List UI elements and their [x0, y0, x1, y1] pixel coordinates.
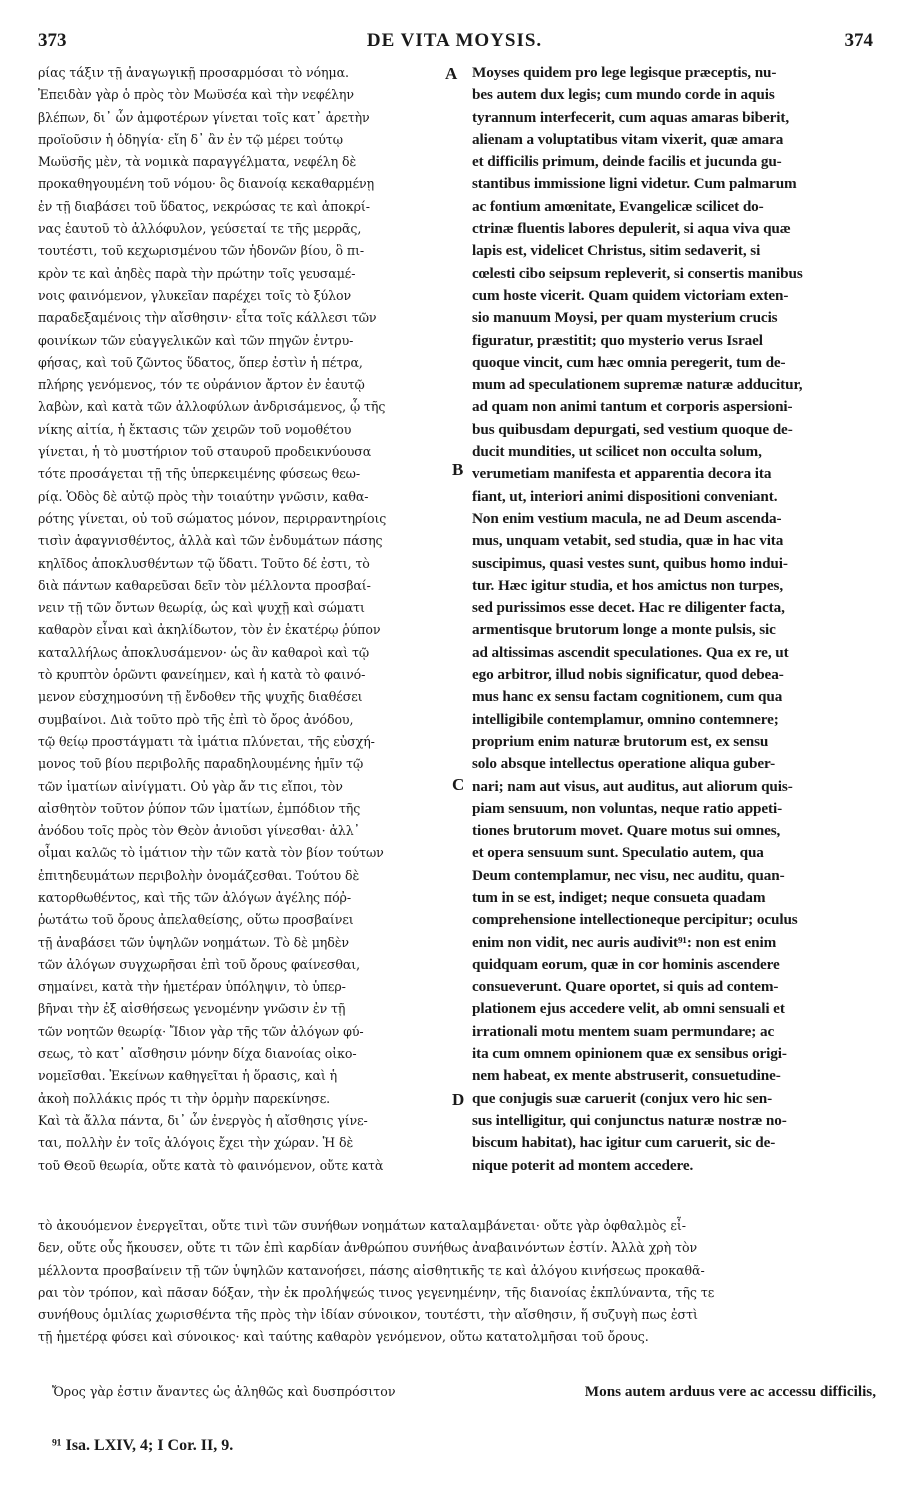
text-line: καταλλήλως ἀποκλυσάμενον· ὡς ἂν καθαροὶ καὶ τῷ: [38, 644, 370, 660]
text-line: sed purissimos esse decet. Hac re diligenter facta,: [472, 599, 785, 617]
text-line: πλήρης γενόμενος, τόν τε οὐράνιον ἄρτον ἐν ἑαυτῷ: [38, 377, 365, 393]
text-line: νίκης αἰτία, ἡ ἔκτασις τῶν χειρῶν τοῦ νομοθέτου: [38, 421, 352, 437]
text-line: ego arbitror, illud nobis significatur, quod debea-: [472, 666, 784, 684]
text-line: προϊοῦσιν ἡ ὁδηγία· εἴη δ᾽ ἂν ἐν τῷ μέρει τούτῳ: [38, 131, 343, 147]
text-line: ἐν τῇ διαβάσει τοῦ ὕδατος, νεκρώσας τε καὶ ἀποκρί-: [38, 198, 370, 214]
text-line: cum hoste vicerit. Quam quidem victoriam exten-: [472, 286, 789, 304]
text-line: irrationali motu mentem suam permundare; ac: [472, 1022, 775, 1040]
margin-marker-d: D: [452, 1090, 465, 1109]
bottom-greek-line: [52, 1381, 472, 1403]
text-line: enim non vidit, nec auris audivit⁹¹: non est enim: [472, 933, 777, 951]
text-line: συμβαίνοι. Διὰ τοῦτο πρὸ τῆς ἐπὶ τὸ ὄρος ἀνόδου,: [38, 711, 354, 727]
text-line: λαβὼν, καὶ κατὰ τῶν ἀλλοφύλων ἀνδρισάμενος, ᾧ τῆς: [38, 399, 386, 415]
text-line: καθαρὸν εἶναι καὶ ἀκηλίδωτον, τὸν ἐν ἑκατέρῳ ῥύπον: [38, 622, 381, 638]
full-width-greek-block: [38, 1215, 876, 1349]
text-line: biscum habitat), hac igitur cum caruerit, sic de-: [472, 1134, 776, 1152]
text-line: παραδεξαμένοις τὴν αἴσθησιν· εἶτα τοῖς κάλλεσι τῶν: [38, 310, 377, 326]
footnote: ⁹¹ Isa. LXIV, 4; I Cor. II, 9.: [52, 1437, 234, 1454]
text-line: σεως, τὸ κατ᾽ αἴσθησιν μόνην δίχα διανοίας οἰκο-: [38, 1046, 357, 1062]
text-line: ται, πολλὴν ἐν τοῖς ἀλόγοις ἔχει τὴν χώραν. Ἡ δὲ: [38, 1135, 354, 1151]
page-number-left: 373: [38, 30, 67, 51]
greek-column: [38, 62, 450, 1177]
text-line: bus quibusdam depurgati, sed vestium quoque de-: [472, 420, 793, 438]
text-line: ac fontium amœnitate, Evangelicæ scilicet do-: [472, 197, 764, 215]
footnote-separator: [52, 1420, 56, 1424]
text-line: τοῦ Θεοῦ θεωρία, οὔτε κατὰ τὸ φαινόμενον, οὔτε κατὰ: [38, 1157, 384, 1173]
text-line: προκαθηγουμένη τοῦ νόμου· ὃς διανοίᾳ κεκαθαρμένῃ: [38, 176, 375, 192]
text-line: nem habeat, ex mente abstruserit, consuetudine-: [472, 1067, 781, 1085]
text-line: κατορθωθέντος, καὶ τῆς τῶν ἀλόγων ἀγέλης πόῤ-: [38, 889, 352, 905]
text-line: ctrinæ fluentis labores depulerit, si aqua viva quæ: [472, 220, 791, 238]
text-line: Μωϋσῆς μὲν, τὰ νομικὰ παραγγέλματα, νεφέλη δὲ: [38, 154, 357, 170]
text-line: Καὶ τὰ ἄλλα πάντα, δι᾽ ὧν ἐνεργὸς ἡ αἴσθησις γίνε-: [38, 1112, 368, 1128]
text-line: Moyses quidem pro lege legisque præceptis, nu-: [472, 64, 777, 81]
text-line: stantibus immissione ligni videtur. Cum palmarum: [472, 175, 797, 193]
text-line: ἀκοὴ πολλάκις πρός τι τὴν ὁρμὴν παρεκίνησε.: [38, 1090, 331, 1106]
text-line: δεν, οὔτε οὖς ἤκουσεν, οὔτε τι τῶν ἐπὶ καρδίαν ἀνθρώπου συνήθως ἀναβαινόντων ἐστίν. Ἀλλὰ χρὴ τὸν: [38, 1240, 698, 1256]
text-line: ῥωτάτω τοῦ ὄρους ἀπελαθείσης, οὕτω προσβαίνει: [38, 912, 354, 928]
text-line: ad altissimas ascendit speculationes. Qua ex re, ut: [472, 643, 789, 661]
text-line: αἰσθητὸν τοῦτον ῥύπον τῶν ἱματίων, ἐμπόδιον τῆς: [38, 800, 361, 816]
text-line: intelligibile contemplamur, omnino contemnere;: [472, 710, 779, 728]
text-line: οἶμαι καλῶς τὸ ἱμάτιον τὴν τῶν κατὰ τὸν βίον τούτων: [38, 845, 384, 861]
text-line: mum ad speculationem supremæ naturæ adducitur,: [472, 376, 803, 394]
text-line: quidquam eorum, quæ in cor hominis ascendere: [472, 955, 780, 973]
text-line: Ὄρος γὰρ ἐστιν ἄναντες ὡς ἀληθῶς καὶ δυσπρόσιτον: [52, 1384, 396, 1399]
text-line: verumetiam manifesta et apparentia decora ita: [472, 465, 772, 483]
text-line: τῇ ἡμετέρᾳ φύσει καὶ σύνοικος· καὶ ταύτης καθαρὸν γενόμενον, οὕτω κατατολμῆσαι τοῦ ὄρους.: [38, 1329, 649, 1345]
text-line: ad quam non animi tantum et corporis aspersioni-: [472, 398, 793, 416]
text-line: γίνεται, ἡ τὸ μυστήριον τοῦ σταυροῦ προδεικνύουσα: [38, 444, 372, 460]
text-line: plationem ejus accedere velit, ab omni sensuali et: [472, 1000, 785, 1018]
text-line: Ἐπειδὰν γὰρ ὁ πρὸς τὸν Μωϋσέα καὶ τὴν νεφέλην: [38, 87, 354, 103]
text-line: ρότης γίνεται, οὐ τοῦ σώματος μόνον, περιρραντηρίοις: [38, 510, 387, 526]
text-line: bes autem dux legis; cum mundo corde in aquis: [472, 86, 775, 104]
text-line: τῶν ἱματίων αἰνίγματι. Οὐ γὰρ ἄν τις εἴποι, τὸν: [38, 778, 343, 794]
text-line: sus intelligitur, qui conjunctus naturæ nostræ no-: [472, 1111, 787, 1129]
page-header: [0, 30, 909, 60]
text-line: μενον εὐσχημοσύνη τῇ ἔνδοθεν τῆς ψυχῆς διαθέσει: [38, 689, 363, 705]
text-line: tiones brutorum movet. Quare motus sui omnes,: [472, 822, 781, 840]
text-line: que conjugis suæ caruerit (conjux vero hic sen-: [472, 1089, 773, 1107]
text-line: κρὸν τε καὶ ἀηδὲς παρὰ τὴν πρώτην τοῖς γευσαμέ-: [38, 265, 356, 281]
text-line: τῷ θείῳ προστάγματι τὰ ἱμάτια πλύνεται, τῆς εὐσχή-: [38, 733, 375, 749]
text-line: Non enim vestium macula, ne ad Deum ascenda-: [472, 509, 782, 527]
text-line: τὸ ἀκουόμενον ἐνεργεῖται, οὔτε τινὶ τῶν συνήθων νοημάτων καταλαμβάνεται· οὔτε γὰρ ὀφθαλμὸς εἶ-: [38, 1218, 686, 1233]
text-line: φήσας, καὶ τοῦ ζῶντος ὕδατος, ὅπερ ἐστὶν ἡ πέτρα,: [38, 354, 363, 370]
text-line: fiant, ut, interiori animi dispositioni conveniant.: [472, 487, 778, 505]
margin-marker-c: C: [452, 775, 465, 794]
text-line: ρίᾳ. Ὁδὸς δὲ αὐτῷ πρὸς τὴν τοιαύτην γνῶσιν, καθα-: [38, 488, 369, 504]
text-line: figuratur, præstitit; quo mysterio verus Israel: [472, 331, 763, 349]
margin-marker-a: A: [445, 64, 458, 83]
text-line: sio manuum Moysi, per quam mysterium crucis: [472, 309, 778, 327]
text-line: μονος τοῦ βίου περιβολῆς παραδηλουμένης ἡμῖν τῷ: [38, 756, 364, 772]
text-line: συνήθους ὁμιλίας χωρισθέντα τῆς πρὸς τὴν ἰδίαν σύνοικον, τουτέστι, τὴν αἴσθησιν, ἥ συζυγὴ πως ἐστὶ: [38, 1307, 698, 1323]
text-line: τουτέστι, τοῦ κεχωρισμένου τῶν ἡδονῶν βίου, ὃ πι-: [38, 243, 365, 259]
text-line: proprium enim naturæ brutorum est, ex sensu: [472, 732, 769, 750]
text-line: ραι τὸν τρόπον, καὶ πᾶσαν δόξαν, τὴν ἐκ προλήψεώς τινος γεγενημένην, τῆς διανοίας ἐκπλύναντα, τῆς τε: [38, 1284, 715, 1300]
text-line: τῶν νοητῶν θεωρίᾳ· Ἴδιον γὰρ τῆς τῶν ἀλόγων φύ-: [38, 1023, 364, 1039]
text-line: νοις φαινόμενον, γλυκεῖαν παρέχει τοῖς τὸ ξύλον: [38, 287, 352, 303]
text-line: cœlesti cibo seipsum repleverit, si consertis manibus: [472, 264, 803, 282]
text-line: νειν τῇ τῶν ὄντων θεωρίᾳ, ὡς καὶ ψυχῇ καὶ σώματι: [38, 600, 365, 616]
text-line: suscipimus, quasi vestes sunt, quibus homo indui-: [472, 554, 788, 572]
text-line: ἐπιτηδευμάτων περιβολὴν ὀνομάζεσθαι. Τούτου δὲ: [38, 867, 360, 883]
text-line: νας ἑαυτοῦ τὸ ἀλλόφυλον, γεύσεταί τε τῆς μερρᾶς,: [38, 221, 362, 237]
text-line: μέλλοντα προσβαίνειν τῇ τῶν ὑψηλῶν κατανοήσει, πάσης αἰσθητικῆς τε καὶ ἀλόγου κινήσεως προκαθᾶ-: [38, 1262, 705, 1278]
latin-column: [472, 62, 874, 1177]
text-line: et opera sensuum sunt. Speculatio autem, qua: [472, 844, 764, 862]
text-line: τότε προσάγεται τῇ τῆς ὑπερκειμένης φύσεως θεω-: [38, 466, 360, 482]
text-line: ἀνόδου τοῖς πρὸς τὸν Θεὸν ἀνιοῦσι γίνεσθαι· ἀλλ᾽: [38, 823, 360, 839]
text-line: lapis est, videlicet Christus, sitim sedaverit, si: [472, 242, 761, 260]
text-line: Deum contemplamur, nec visu, nec auditu, quan-: [472, 866, 785, 884]
text-line: τὸ κρυπτὸν ὁρῶντι φανείημεν, καὶ ἡ κατὰ τὸ φαινό-: [38, 667, 366, 683]
text-line: armentisque brutorum longe a monte pulsis, sic: [472, 621, 776, 639]
text-line: tur. Hæc igitur studia, et hos amictus non turpes,: [472, 576, 784, 594]
text-line: ρίας τάξιν τῇ ἀναγωγικῇ προσαρμόσαι τὸ νόημα.: [38, 65, 349, 80]
text-line: Mons autem arduus vere ac accessu difficilis,: [584, 1383, 876, 1400]
text-line: consueverunt. Quare oportet, si quis ad contem-: [472, 978, 779, 996]
text-line: τῶν ἀλόγων συγχωρῆσαι ἐπὶ τοῦ ὄρους φαίνεσθαι,: [38, 956, 361, 972]
bottom-latin-line: [492, 1381, 876, 1403]
text-line: σημαίνει, κατὰ τὴν ἡμετέραν ὑπόληψιν, τὸ ὑπερ-: [38, 979, 346, 995]
text-line: alienam a voluptatibus vitam vixerit, quæ amara: [472, 130, 784, 148]
page-number-right: 374: [844, 30, 873, 51]
text-line: tyrannum interfecerit, cum aquas amaras biberit,: [472, 108, 790, 126]
text-line: comprehensione intellectioneque percipitur; oculus: [472, 911, 798, 929]
margin-marker-b: B: [452, 460, 464, 479]
text-line: τισὶν ἁφαγνισθέντος, ἀλλὰ καὶ τῶν ἐνδυμάτων πάσης: [38, 533, 383, 549]
text-line: διὰ πάντων καθαρεῦσαι δεῖν τὸν μέλλοντα προσβαί-: [38, 577, 371, 593]
text-line: ducit mundities, ut scilicet non occulta solum,: [472, 443, 762, 461]
text-line: quoque vincit, cum hæc omnia peregerit, tum de-: [472, 353, 786, 371]
text-line: τῇ ἀναβάσει τῶν ὑψηλῶν νοημάτων. Τὸ δὲ μηδὲν: [38, 934, 349, 950]
text-line: tum in se est, indiget; neque consueta quadam: [472, 888, 766, 906]
text-line: et difficilis primum, deinde facilis et jucunda gu-: [472, 153, 782, 171]
running-title: DE VITA MOYSIS.: [366, 30, 543, 51]
text-line: piam sensuum, non voluntas, neque ratio appeti-: [472, 799, 783, 817]
text-line: βῆναι τὴν ἐξ αἰσθήσεως γενομένην γνῶσιν ἐν τῇ: [38, 1001, 346, 1017]
text-line: νομεῖσθαι. Ἐκείνων καθηγεῖται ἡ ὅρασις, καὶ ἡ: [38, 1068, 338, 1084]
text-line: nique poterit ad montem accedere.: [472, 1156, 694, 1174]
text-line: κηλῖδος ἀποκλυσθέντων τῷ ὕδατι. Τοῦτο δέ ἐστι, τὸ: [38, 555, 370, 571]
text-line: solo absque intellectus operatione aliqua guber-: [472, 755, 776, 773]
text-line: mus hanc ex sensu factam cognitionem, cum qua: [472, 688, 783, 706]
text-line: φοινίκων τῶν εὐαγγελικῶν καὶ τῶν πηγῶν ἐντρυ-: [38, 332, 354, 348]
text-line: nari; nam aut visus, aut auditus, aut aliorum quis-: [472, 777, 793, 795]
text-line: mus, unquam vetabit, sed studia, quæ in hac vita: [472, 532, 784, 550]
text-line: ita cum omnem opinionem quæ ex sensibus origi-: [472, 1045, 787, 1063]
text-line: βλέπων, δι᾽ ὧν ἀμφοτέρων γίνεται τοῖς κατ᾽ ἀρετὴν: [38, 109, 370, 125]
